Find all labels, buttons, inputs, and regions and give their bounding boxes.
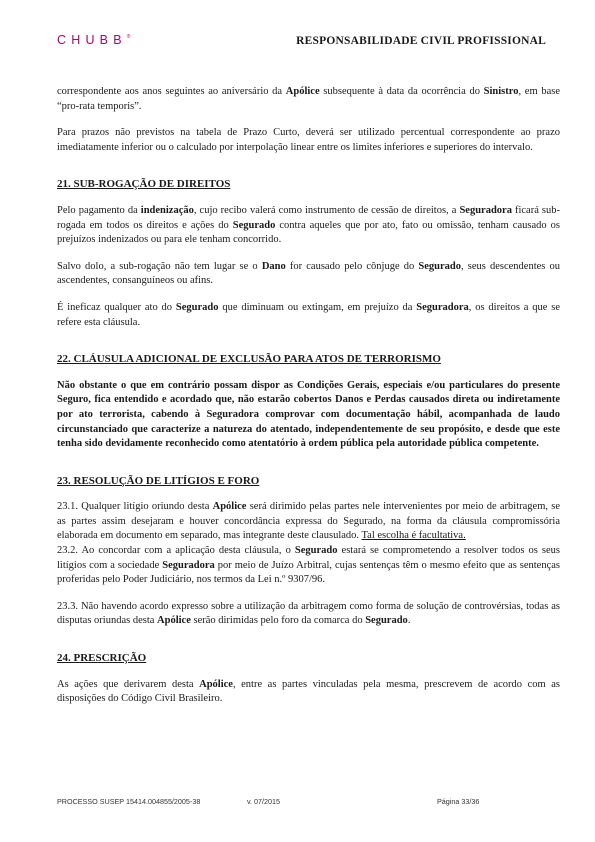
paragraph-23-3: 23.3. Não havendo acordo expresso sobre a utilização da arbitragem como forma de solução de controvérsias, todas as disputas oriundas desta Apólice serão dirimidas pelo foro da comarca do Segurado.	[57, 600, 560, 627]
chubb-logo: CHUBB®	[57, 33, 131, 47]
paragraph-21-2: Salvo dolo, a sub-rogação não tem lugar se o Dano for causado pelo cônjuge do Segurado, seus descendentes ou ascendentes, consanguíneos ou afins.	[57, 260, 560, 287]
paragraph-21-3: É ineficaz qualquer ato do Segurado que diminuam ou extingam, em prejuízo da Seguradora, os direitos a que se refere esta cláusula.	[57, 301, 561, 328]
paragraph-22-1: Não obstante o que em contrário possam dispor as Condições Gerais, especiais e/ou particulares do presente Seguro, fica entendido e acordado que, não estarão cobertos Danos e Perdas causados direta ou indiretamente por ato terrorista, cabendo à Seguradora comprovar com documentação hábil, acompanhada de laudo circunstanciado que caracterize a natureza do atentado, independentemente de seu propósito, e desde que este tenha sido devidamente reconhecido como atentatório à ordem pública pela autoridade pública competente.	[57, 379, 560, 450]
footer-process-number: PROCESSO SUSEP 15414.004855/2005-38	[57, 797, 201, 806]
paragraph-23-1: 23.1. Qualquer litígio oriundo desta Apólice será dirimido pelas partes nele intervenientes por meio de arbitragem, se as partes assim desejaram e houver concordância expressa do Segurado, na forma da cláusula compromissória elaborada em documento em separado, mas integrante deste clausulado. Tal escolha é facultativa.	[57, 501, 560, 542]
section-title-22: 22. CLÁUSULA ADICIONAL DE EXCLUSÃO PARA ATOS DE TERRORISMO	[57, 353, 441, 366]
document-body	[57, 85, 560, 719]
section-title-24: 24. PRESCRIÇÃO	[57, 652, 147, 665]
document-title: RESPONSABILIDADE CIVIL PROFISSIONAL	[296, 35, 546, 47]
paragraph-23-2: 23.2. Ao concordar com a aplicação desta cláusula, o Segurado estará se comprometendo a resolver todos os seus litígios com a sociedade Seguradora por meio de Juízo Arbitral, cujas sentenças têm o mesmo efeito que as sentenças proferidas pelo Poder Judiciário, nos termos da Lei n.º 9307/96.	[57, 545, 560, 586]
section-title-21: 21. SUB-ROGAÇÃO DE DIREITOS	[57, 178, 231, 191]
footer-page-number: Página 33/36	[437, 797, 480, 806]
footer-version: v. 07/2015	[247, 797, 281, 806]
page-footer	[57, 797, 537, 809]
paragraph-pro-rata: correspondente aos anos seguintes ao aniversário da Apólice subsequente à data da ocorrência do Sinistro, em base “pro-rata temporis”.	[57, 86, 560, 112]
section-title-23: 23. RESOLUÇÃO DE LITÍGIOS E FORO	[57, 474, 260, 487]
paragraph-21-1: Pelo pagamento da indenização, cujo recibo valerá como instrumento de cessão de direitos, a Seguradora ficará sub-rogada em todos os direitos e ações do Segurado contra aqueles que por ato, fato ou omissão, tenham causado os prejuízos indenizados ou para ele tenham concorrido.	[57, 204, 560, 246]
page-header	[57, 33, 546, 53]
paragraph-24-1: As ações que derivarem desta Apólice, entre as partes vinculadas pela mesma, prescrevem de acordo com as disposições do Código Civil Brasileiro.	[57, 678, 561, 705]
paragraph-prazo-curto: Para prazos não previstos na tabela de Prazo Curto, deverá ser utilizado percentual correspondente ao prazo imediatamente inferior ou o calculado por interpolação linear entre os limites inferiores e superiores do intervalo.	[57, 127, 560, 153]
